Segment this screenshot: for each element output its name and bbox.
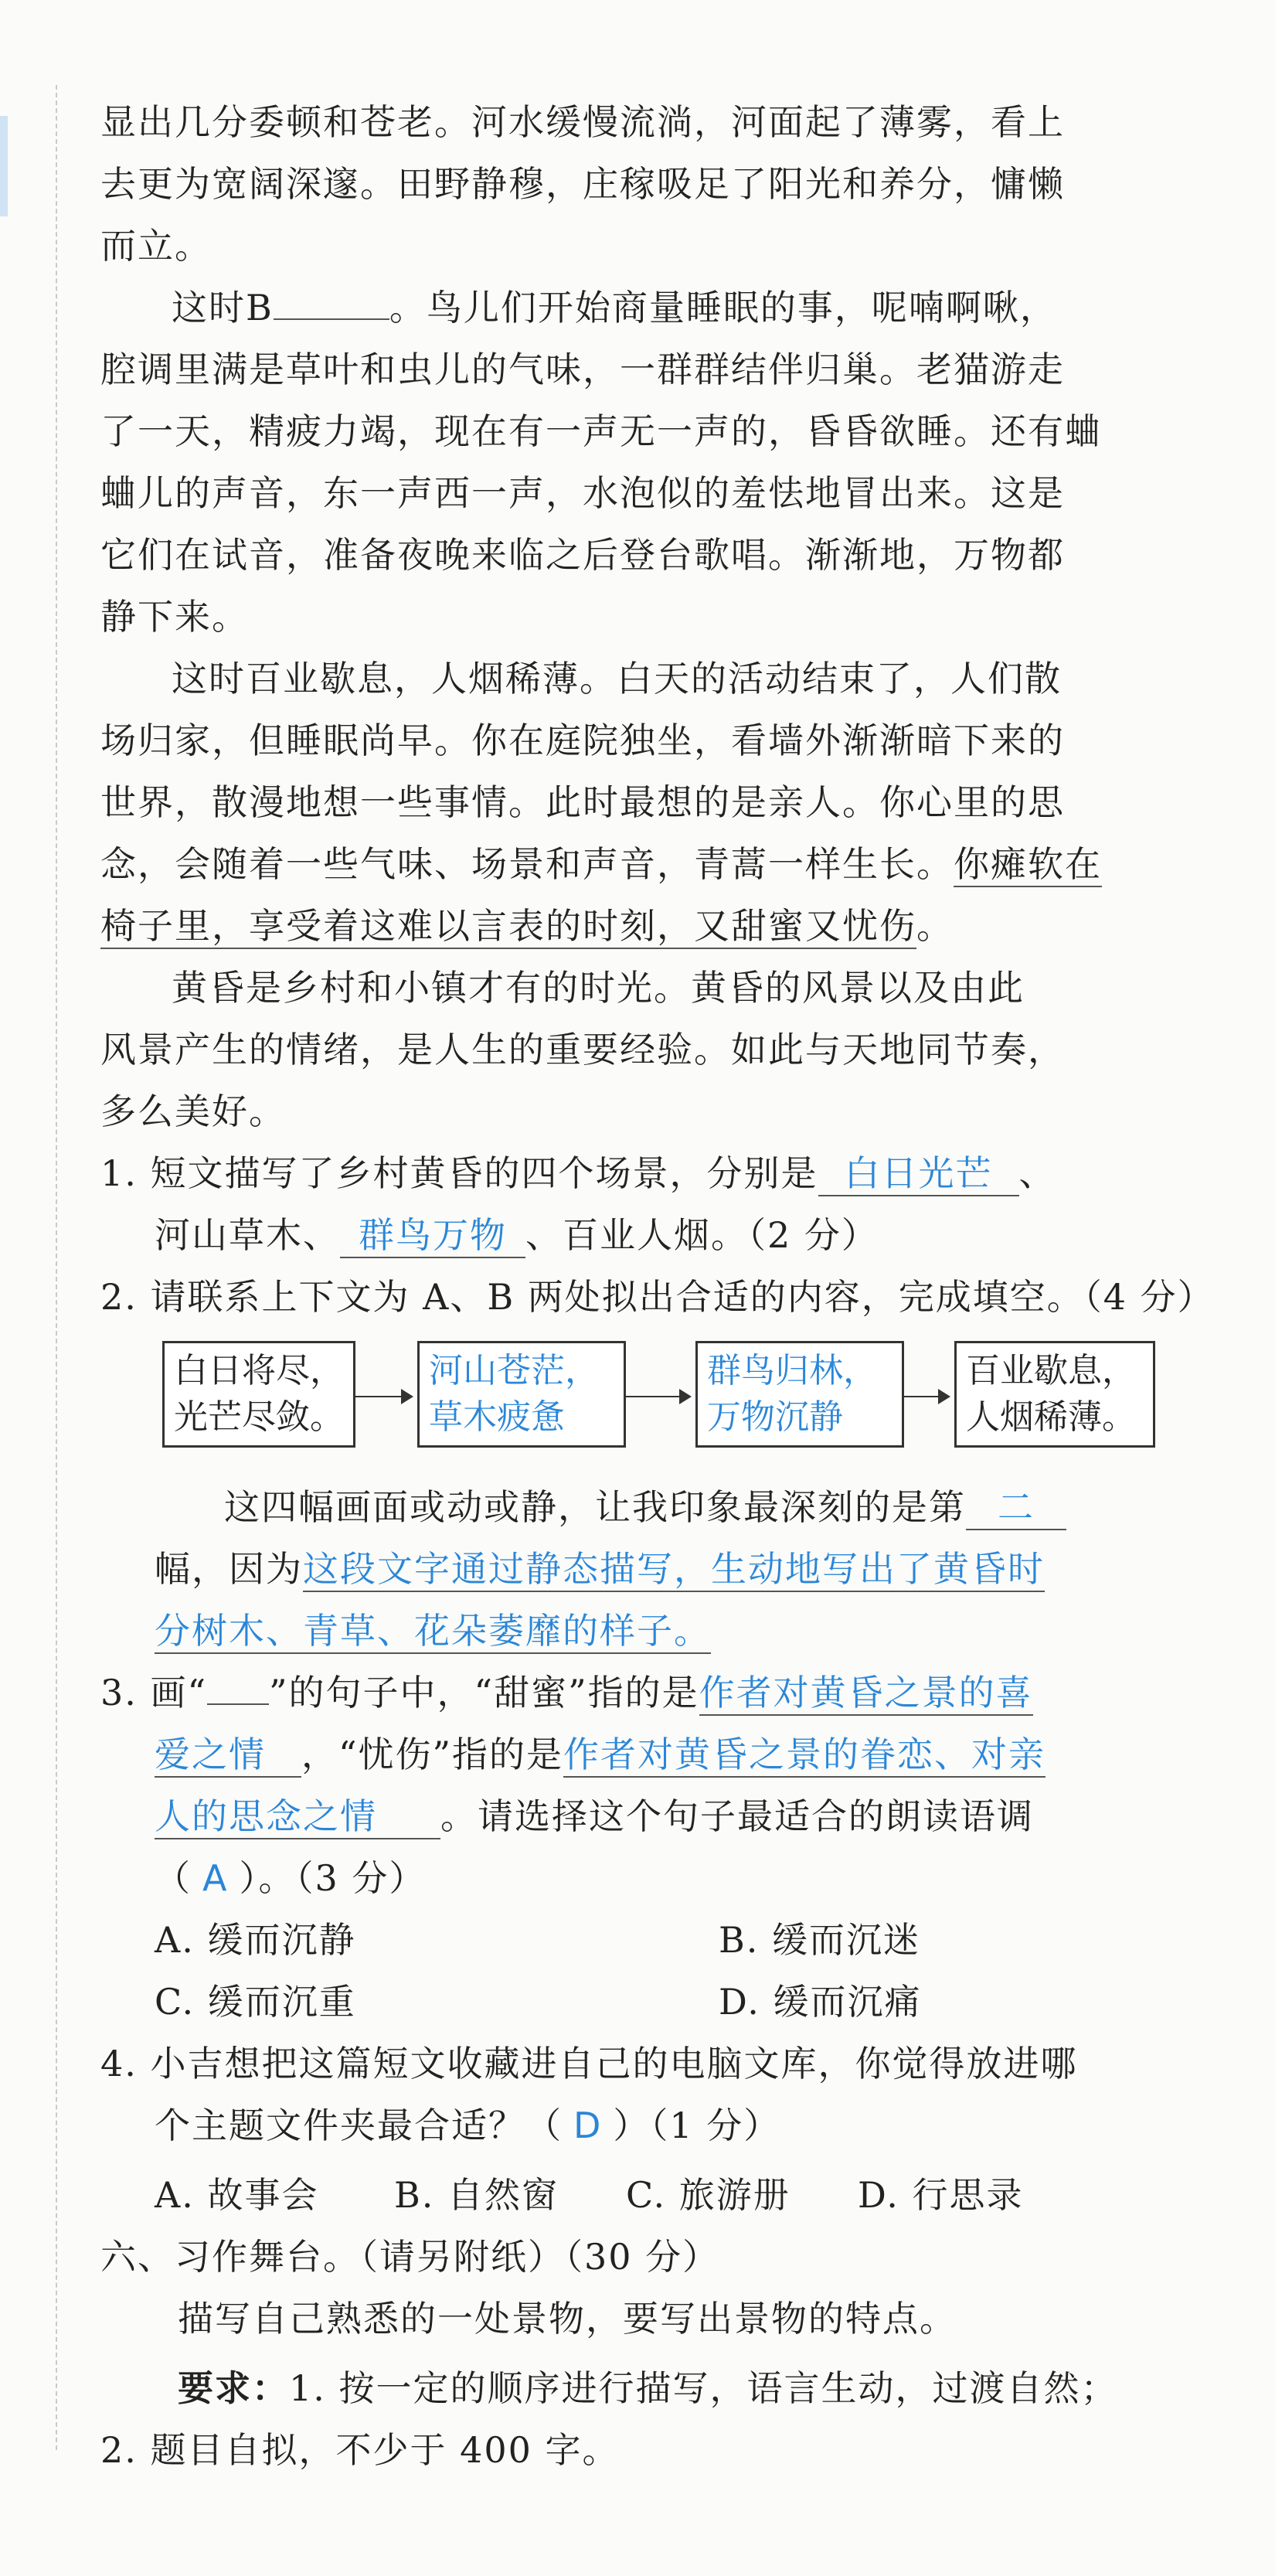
question-4-line2: [155, 2094, 780, 2156]
flow-box-4: [954, 1341, 1155, 1448]
passage-text: 这时B: [172, 287, 274, 328]
passage-line: 蛐儿的声音，东一声西一声，水泡似的羞怯地冒出来。这是: [100, 472, 1065, 514]
passage-line: 风景产生的情绪，是人生的重要经验。如此与天地同节奏，: [100, 1029, 1065, 1070]
question-1: [100, 1142, 1056, 1204]
passage-line: 这时百业歇息，人烟稀薄。白天的活动结束了，人们散: [172, 658, 1062, 699]
passage-line: 而立。: [100, 225, 212, 267]
option-c: C. 缓而沉重: [155, 1981, 356, 2023]
passage-text: 。: [916, 905, 954, 947]
question-text: 个主题文件夹最合适？（: [155, 2105, 563, 2146]
answer-blank: 白日光芒: [818, 1152, 1019, 1196]
requirements-label: 要求：: [178, 2367, 289, 2409]
question-2-because: [155, 1538, 1045, 1600]
passage-line: 多么美好。: [100, 1091, 286, 1132]
question-3-line3: [155, 1785, 1034, 1847]
passage-line: 了一天，精疲力竭，现在有一声无一声的，昏昏欲睡。还有蛐: [100, 410, 1102, 452]
choice-answer: D: [573, 2105, 603, 2146]
passage-line: 它们在试音，准备夜晚来临之后登台歌唱。渐渐地，万物都: [100, 534, 1065, 576]
flow-box-3: [695, 1341, 904, 1448]
choice-answer: A: [202, 1857, 229, 1899]
option-d: D. 缓而沉痛: [719, 1981, 922, 2023]
flow-arrow: [354, 1396, 412, 1397]
section-6-requirements: [178, 2357, 1118, 2419]
answer-blank: 二: [966, 1485, 1066, 1530]
question-text: ）（1 分）: [613, 2105, 781, 2146]
passage-line: 世界，散漫地想一些事情。此时最想的是亲人。你心里的思: [100, 781, 1065, 823]
question-3: [100, 1662, 1033, 1724]
underline-symbol: [207, 1673, 269, 1705]
option-d: D. 行思录: [858, 2174, 1024, 2216]
question-text: 河山草木、: [155, 1214, 340, 1256]
answer-blank: 群鸟万物: [340, 1213, 525, 1258]
question-2-because-line2: [155, 1600, 711, 1662]
underlined-sentence: 你瘫软在: [954, 842, 1102, 887]
section-6-title: 六、习作舞台。（请另附纸）（30 分）: [100, 2236, 720, 2278]
passage-line: 场归家，但睡眠尚早。你在庭院独坐，看墙外渐渐暗下来的: [100, 720, 1065, 761]
question-3-line2: [155, 1724, 1046, 1785]
question-2-follow: [224, 1476, 1066, 1538]
question-text: ）。（3 分）: [239, 1857, 427, 1899]
option-a: A. 故事会: [155, 2174, 319, 2216]
option-b: B. 自然窗: [394, 2174, 559, 2216]
question-4: 4. 小吉想把这篇短文收藏进自己的电脑文库，你觉得放进哪: [100, 2043, 1078, 2084]
passage-text: 。鸟儿们开始商量睡眠的事，呢喃啊啾，: [389, 287, 1057, 328]
passage-line: 腔调里满是草叶和虫儿的气味，一群群结伴归巢。老猫游走: [100, 349, 1065, 390]
question-text: 这四幅画面或动或静，让我印象最深刻的是第: [224, 1486, 966, 1528]
passage-text: 念，会随着一些气味、场景和声音，青蒿一样生长。: [100, 843, 954, 885]
option-c: C. 旅游册: [626, 2174, 790, 2216]
passage-line: [172, 277, 1057, 339]
section-6-requirement-2: 2. 题目自拟，不少于 400 字。: [100, 2429, 620, 2471]
requirement-text: 1. 按一定的顺序进行描写，语言生动，过渡自然；: [289, 2367, 1118, 2409]
question-text: （: [155, 1857, 192, 1899]
box-line: 白日将尽，: [174, 1351, 344, 1390]
box-line: 草木疲惫: [429, 1397, 565, 1437]
question-text: 幅，因为: [155, 1548, 303, 1590]
question-1-line2: [155, 1204, 879, 1266]
passage-line: [100, 895, 954, 957]
passage-line: 黄昏是乡村和小镇才有的时光。黄昏的风景以及由此: [172, 967, 1025, 1009]
binding-margin-line: [56, 85, 57, 2450]
answer-blank: 作者对黄昏之景的喜: [699, 1671, 1033, 1716]
flow-arrow: [903, 1396, 949, 1397]
answer-blank: 爱之情: [155, 1733, 301, 1778]
question-3-choice: [155, 1847, 426, 1909]
question-text: 、百业人烟。（2 分）: [525, 1214, 879, 1256]
blank-b: [274, 288, 389, 320]
box-line: 河山苍茫，: [429, 1351, 599, 1390]
question-text: 、: [1018, 1152, 1056, 1194]
passage-line: [100, 833, 1102, 895]
question-text: 1. 短文描写了乡村黄昏的四个场景，分别是: [100, 1152, 818, 1194]
question-text: 3. 画“: [100, 1672, 208, 1713]
option-b: B. 缓而沉迷: [719, 1919, 921, 1961]
answer-blank: 人的思念之情: [155, 1795, 440, 1839]
answer-blank: 这段文字通过静态描写，生动地写出了黄昏时: [303, 1547, 1045, 1592]
question-2: 2. 请联系上下文为 A、B 两处拟出合适的内容，完成填空。（4 分）: [100, 1276, 1215, 1318]
passage-line: 去更为宽阔深邃。田野静穆，庄稼吸足了阳光和养分，慵懒: [100, 163, 1065, 205]
underlined-sentence: 椅子里，享受着这难以言表的时刻，又甜蜜又忧伤: [100, 904, 916, 949]
answer-blank: 作者对黄昏之景的眷恋、对亲: [563, 1733, 1046, 1778]
question-text: ”的句子中，“甜蜜”指的是: [269, 1672, 699, 1713]
section-6-prompt: 描写自己熟悉的一处景物，要写出景物的特点。: [178, 2298, 957, 2339]
flow-box-1: [162, 1341, 355, 1448]
question-text: ，“忧伤”指的是: [301, 1734, 564, 1775]
box-line: 群鸟归林，: [707, 1351, 877, 1390]
passage-line: 显出几分委顿和苍老。河水缓慢流淌，河面起了薄雾，看上: [100, 101, 1065, 143]
option-a: A. 缓而沉静: [155, 1919, 356, 1961]
flow-box-2: [417, 1341, 626, 1448]
box-line: 百业歇息，: [966, 1351, 1136, 1390]
page-edge-mark: [0, 116, 8, 216]
box-line: 人烟稀薄。: [966, 1397, 1136, 1437]
question-text: 。请选择这个句子最适合的朗读语调: [440, 1795, 1034, 1837]
flow-arrow: [624, 1396, 690, 1397]
box-line: 光芒尽敛。: [174, 1397, 344, 1437]
box-line: 万物沉静: [707, 1397, 843, 1437]
passage-line: 静下来。: [100, 596, 249, 638]
answer-blank: 分树木、青草、花朵萎靡的样子。: [155, 1609, 711, 1654]
